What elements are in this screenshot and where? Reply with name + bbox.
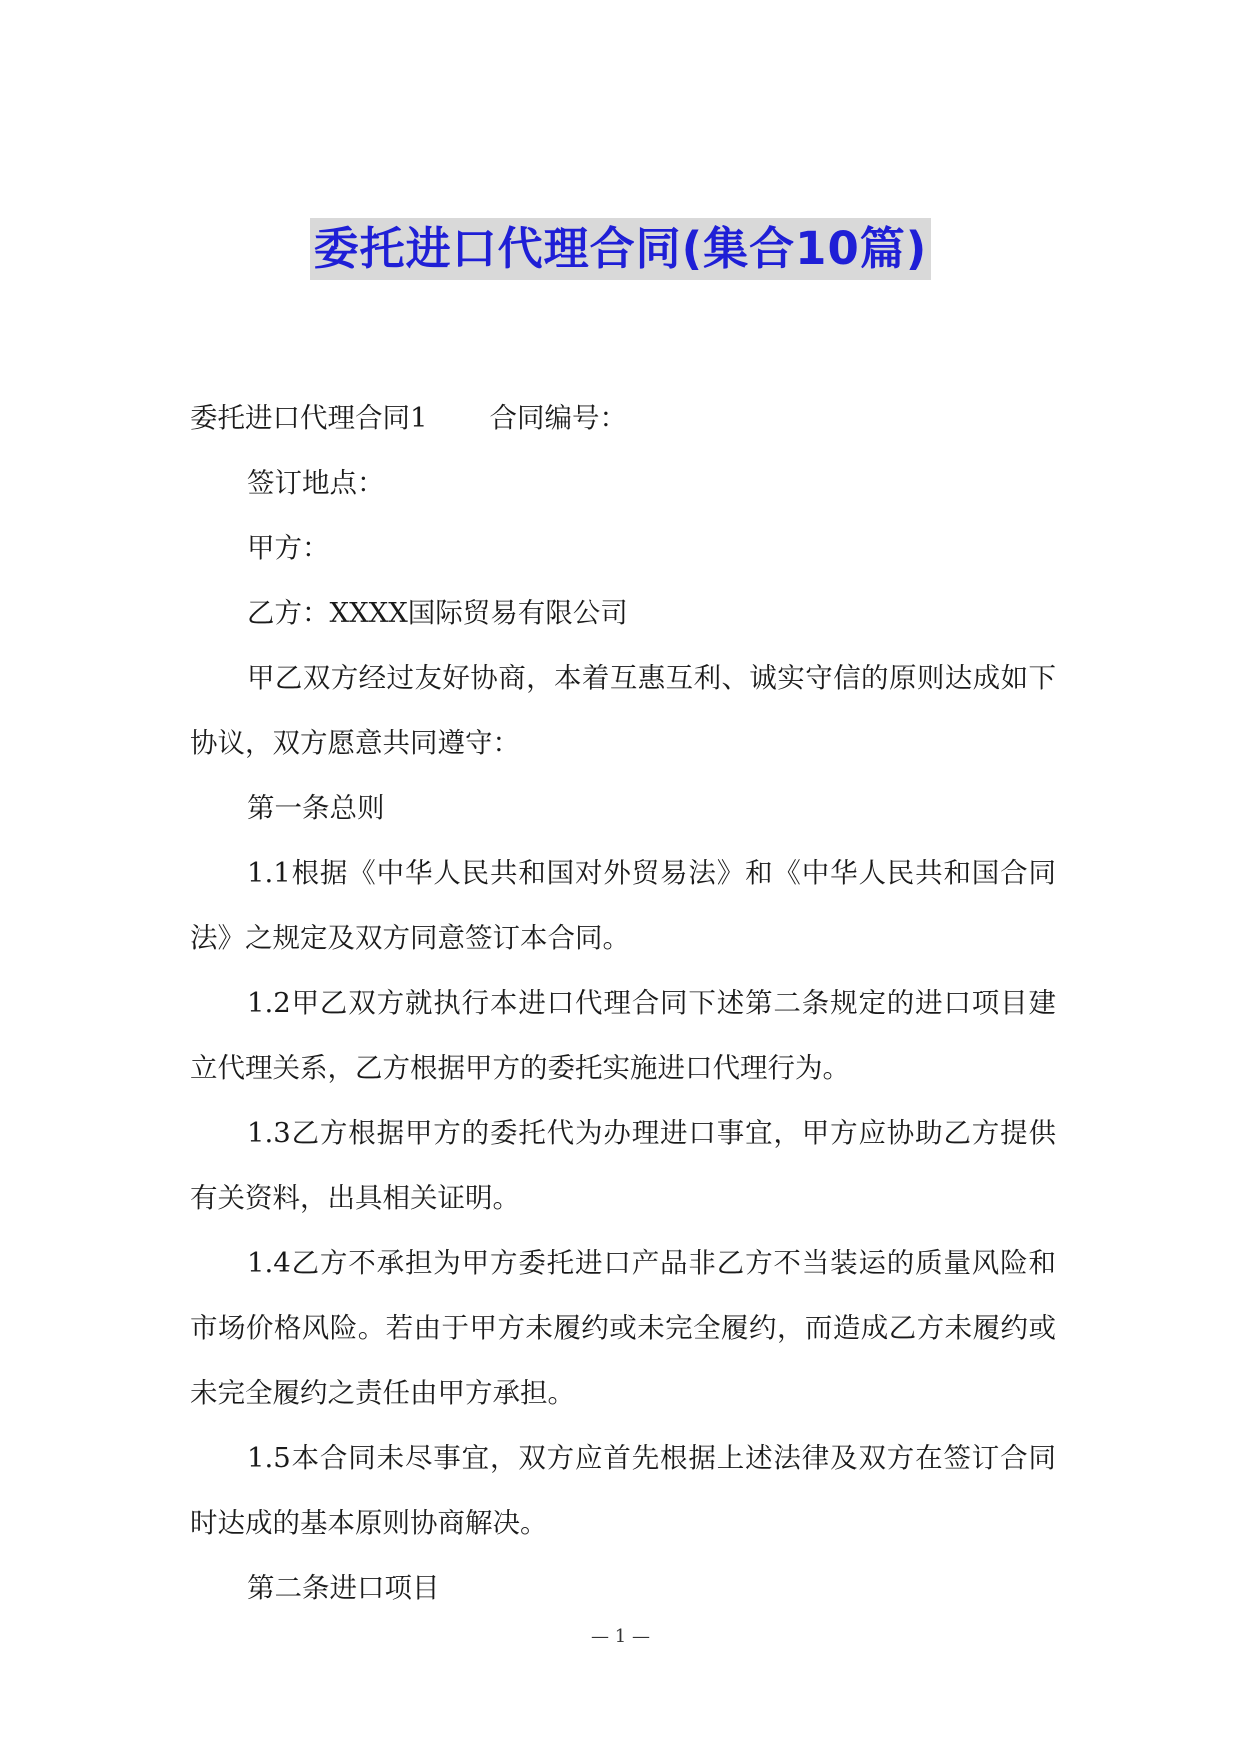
page-number: — 1 — [591,1626,650,1647]
intro-line [190,386,1056,451]
document-title: 委托进口代理合同(集合10篇) [310,218,932,280]
document-body [190,386,1056,1621]
paragraph: 签订地点： [247,467,385,499]
doc-name: 委托进口代理合同1 [190,402,428,434]
paragraph: 1.5本合同未尽事宜，双方应首先根据上述法律及双方在签订合同时达成的基本原则协商解决。 [190,1442,1056,1539]
paragraph: 乙方：XXXX国际贸易有限公司 [247,597,628,629]
section-heading: 第二条进口项目 [247,1572,440,1604]
paragraph: 甲乙双方经过友好协商，本着互惠互利、诚实守信的原则达成如下协议，双方愿意共同遵守： [190,662,1056,759]
paragraph: 1.2甲乙双方就执行本进口代理合同下述第二条规定的进口项目建立代理关系，乙方根据甲方的委托实施进口代理行为。 [190,987,1056,1084]
paragraph: 1.3乙方根据甲方的委托代为办理进口事宜，甲方应协助乙方提供有关资料，出具相关证明。 [190,1117,1056,1214]
paragraph: 甲方： [247,532,330,564]
paragraph: 1.4乙方不承担为甲方委托进口产品非乙方不当装运的质量风险和市场价格风险。若由于甲方未履约或未完全履约，而造成乙方未履约或未完全履约之责任由甲方承担。 [190,1247,1056,1409]
title-container [0,218,1241,280]
paragraph: 1.1根据《中华人民共和国对外贸易法》和《中华人民共和国合同法》之规定及双方同意签订本合同。 [190,857,1056,954]
section-heading: 第一条总则 [247,792,385,824]
contract-no-label: 合同编号： [489,402,627,434]
